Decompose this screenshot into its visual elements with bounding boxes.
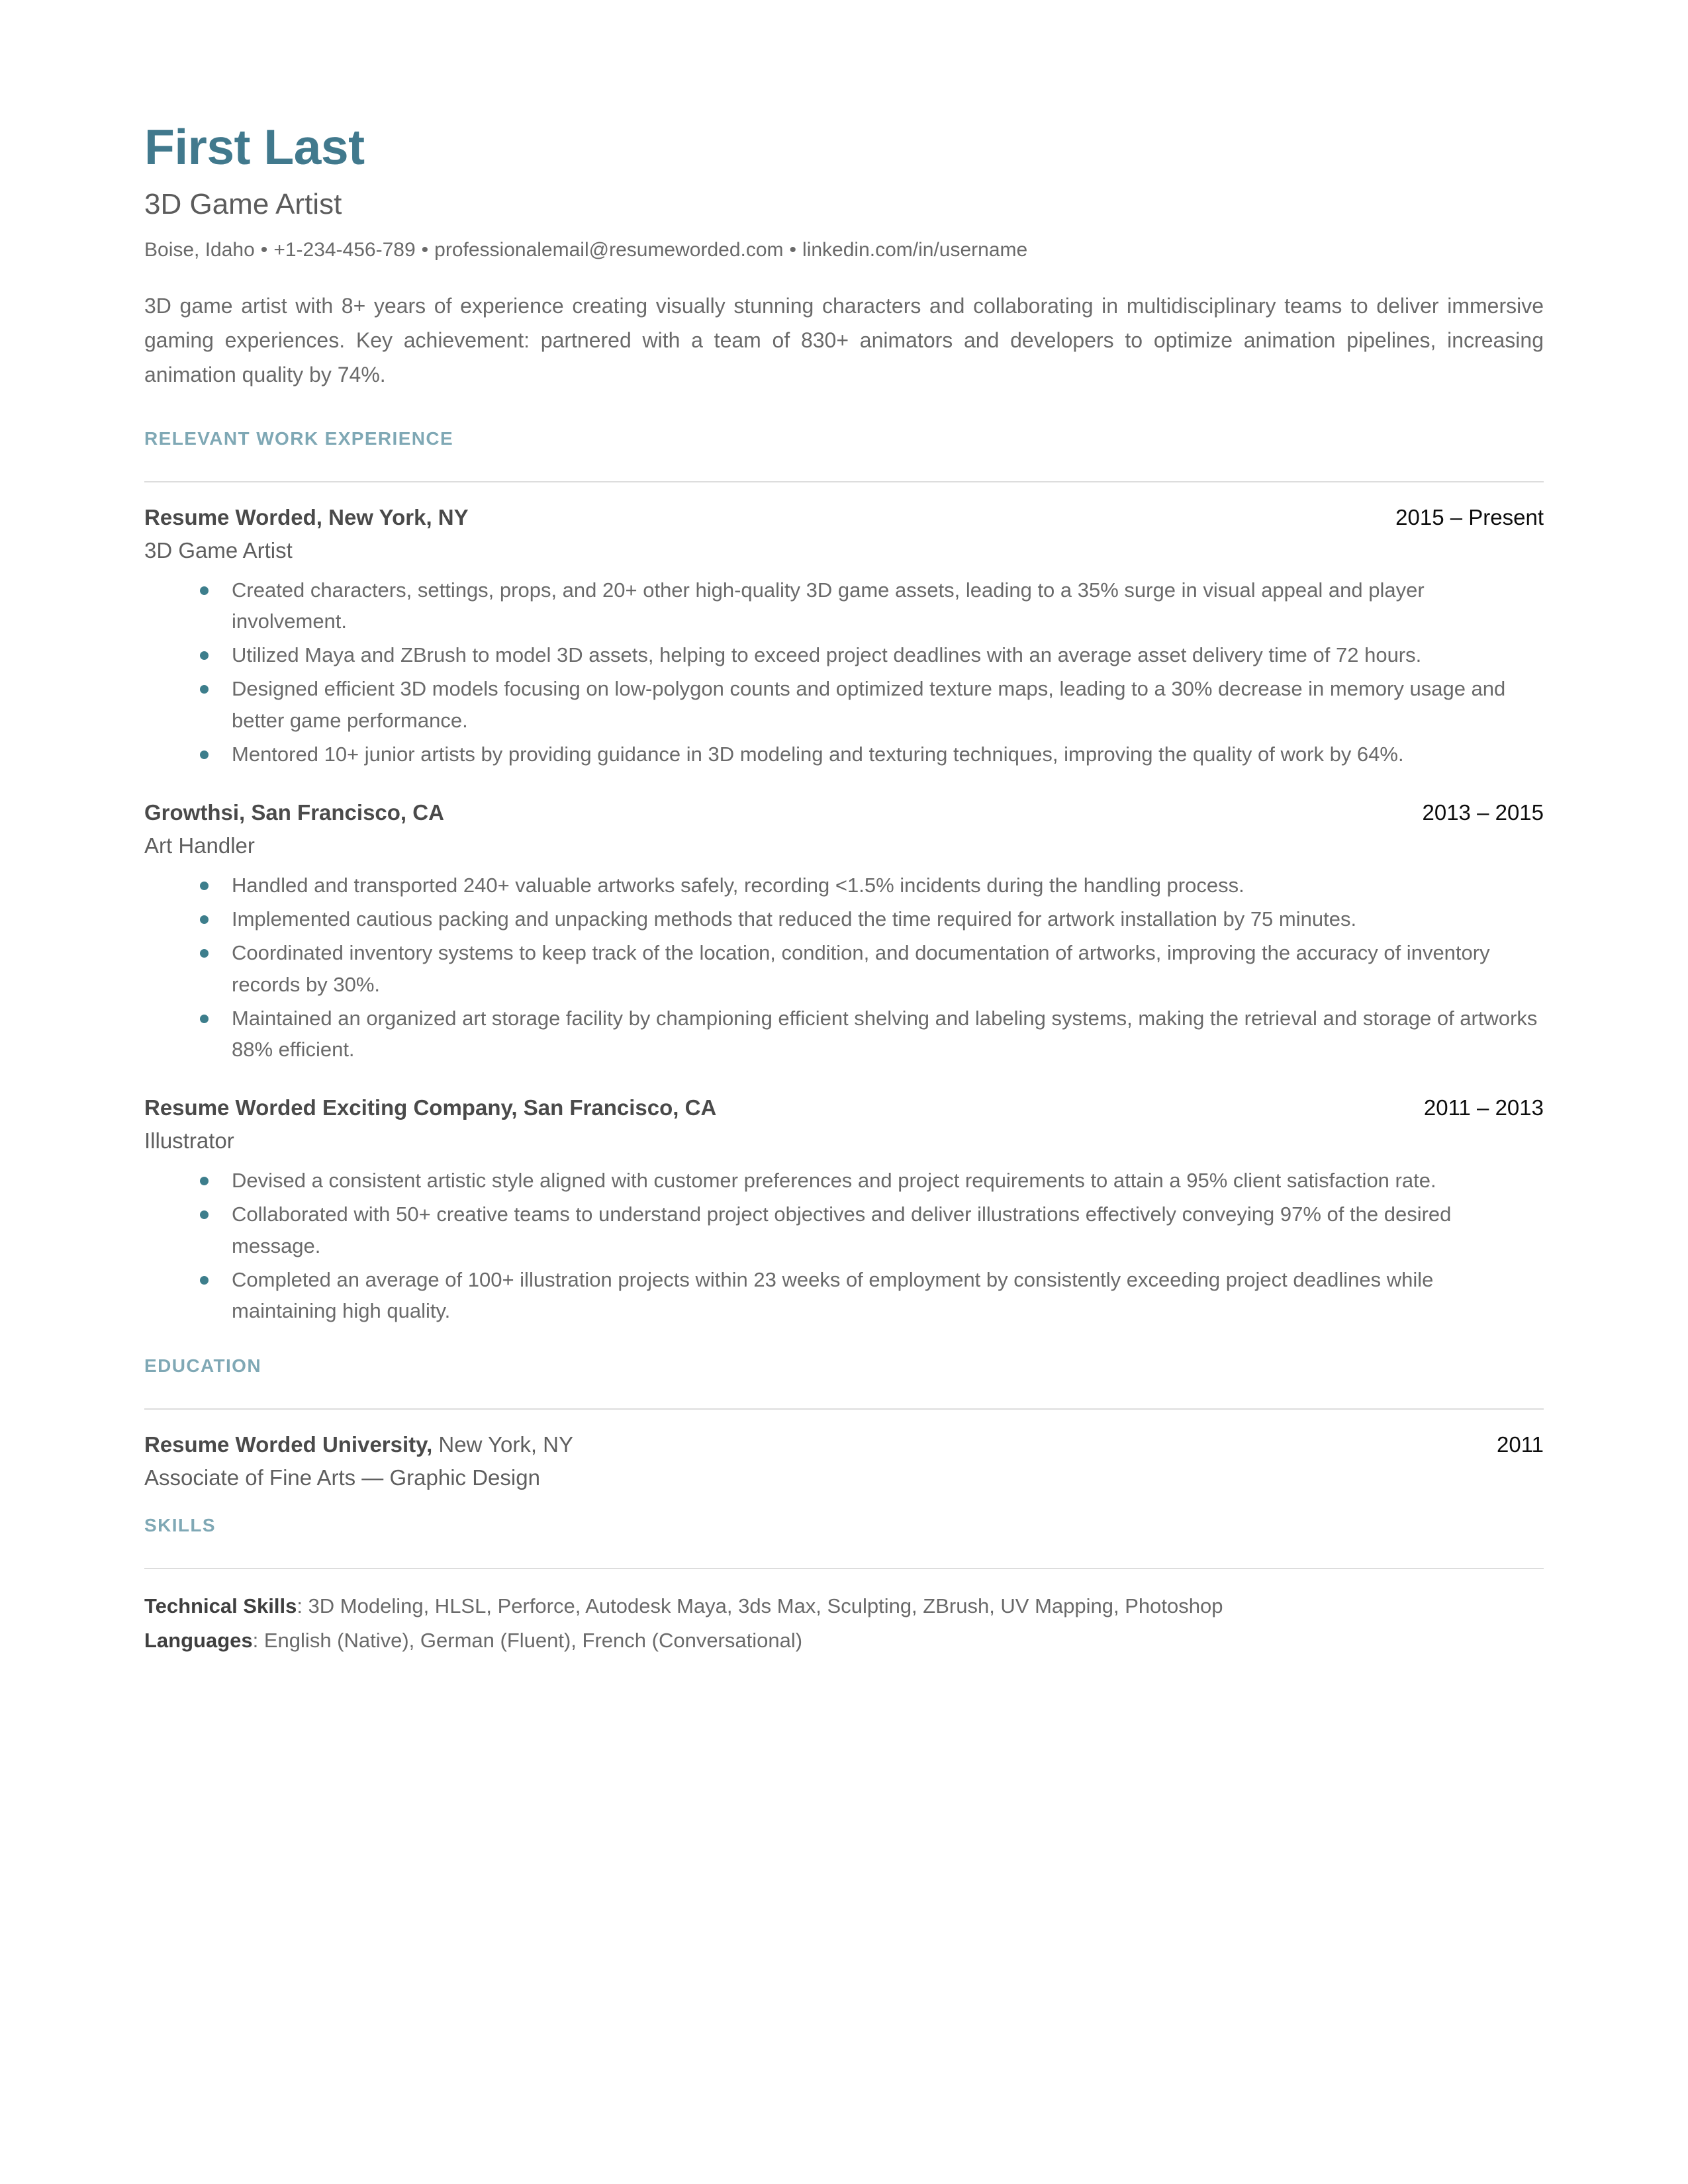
- experience-bullet-list: [144, 574, 1544, 770]
- skills-technical-value: : 3D Modeling, HLSL, Perforce, Autodesk Maya, 3ds Max, Sculpting, ZBrush, UV Mapping, Photoshop: [297, 1594, 1223, 1618]
- contact-location: Boise, Idaho: [144, 239, 255, 261]
- experience-organization: Resume Worded Exciting Company, San Francisco, CA: [144, 1095, 717, 1120]
- experience-dates: 2011 – 2013: [1423, 1095, 1544, 1120]
- education-school-location: New York, NY: [432, 1432, 574, 1457]
- education-school-name: Resume Worded University,: [144, 1432, 433, 1457]
- contact-separator-2: •: [421, 239, 429, 261]
- experience-entry-header: [144, 1094, 1544, 1122]
- contact-linkedin[interactable]: linkedin.com/in/username: [802, 239, 1028, 261]
- contact-separator-3: •: [789, 239, 797, 261]
- section-divider-experience: [144, 481, 1544, 482]
- bullet-item: Devised a consistent artistic style aligned with customer preferences and project requirements to attain a 95% client satisfaction rate.: [196, 1165, 1544, 1196]
- education-dates: 2011: [1497, 1432, 1544, 1457]
- bullet-item: Designed efficient 3D models focusing on low-polygon counts and optimized texture maps, leading to a 30% decrease in memory usage and better game performance.: [196, 673, 1544, 735]
- bullet-item: Completed an average of 100+ illustration projects within 23 weeks of employment by consistently exceeding project deadlines while maintaining high quality.: [196, 1264, 1544, 1326]
- education-entry: [144, 1431, 1544, 1492]
- experience-entry-header: [144, 504, 1544, 532]
- contact-separator-1: •: [260, 239, 268, 261]
- skills-languages-value: : English (Native), German (Fluent), French (Conversational): [252, 1629, 803, 1653]
- bullet-item: Utilized Maya and ZBrush to model 3D assets, helping to exceed project deadlines with an average asset delivery time of 72 hours.: [196, 639, 1544, 670]
- experience-bullet-list: [144, 1165, 1544, 1326]
- bullet-item: Mentored 10+ junior artists by providing guidance in 3D modeling and texturing techniques, improving the quality of work by 64%.: [196, 739, 1544, 770]
- experience-organization: Resume Worded, New York, NY: [144, 504, 469, 529]
- section-divider-education: [144, 1408, 1544, 1410]
- section-skills: [144, 1515, 1544, 1657]
- experience-dates: 2013 – 2015: [1422, 799, 1544, 825]
- education-school: [144, 1431, 573, 1459]
- bullet-item: Maintained an organized art storage facility by championing efficient shelving and labeling systems, making the retrieval and storage of artworks 88% efficient.: [196, 1003, 1544, 1065]
- experience-entry: [144, 1094, 1544, 1326]
- experience-entry-header: [144, 799, 1544, 827]
- resume-header: [144, 119, 1544, 392]
- experience-organization: Growthsi, San Francisco, CA: [144, 799, 444, 825]
- professional-summary: 3D game artist with 8+ years of experience creating visually stunning characters and collaborating in multidisciplinary teams to deliver immersive gaming experiences. Key achievement: partnered with a team of 830+ animators and developers to optimize animation pipelines, increasing animation quality by 74%.: [144, 294, 1544, 387]
- skills-languages-line: [144, 1625, 1544, 1657]
- section-heading-experience: RELEVANT WORK EXPERIENCE: [144, 428, 454, 449]
- education-degree: Associate of Fine Arts — Graphic Design: [144, 1465, 540, 1490]
- section-divider-skills: [144, 1568, 1544, 1569]
- experience-entry: [144, 799, 1544, 1065]
- contact-email[interactable]: professionalemail@resumeworded.com: [434, 239, 784, 261]
- experience-role: Illustrator: [144, 1128, 234, 1153]
- candidate-name: First Last: [144, 119, 365, 175]
- skills-technical-line: [144, 1590, 1544, 1622]
- bullet-item: Collaborated with 50+ creative teams to understand project objectives and deliver illustrations effectively conveying 97% of the desired message.: [196, 1199, 1544, 1261]
- experience-role: Art Handler: [144, 833, 255, 858]
- bullet-item: Created characters, settings, props, and 20+ other high-quality 3D game assets, leading to a 35% surge in visual appeal and player involvement.: [196, 574, 1544, 637]
- skills-technical-label: Technical Skills: [144, 1594, 297, 1618]
- bullet-item: Handled and transported 240+ valuable artworks safely, recording <1.5% incidents during the handling process.: [196, 870, 1544, 901]
- bullet-item: Coordinated inventory systems to keep track of the location, condition, and documentation of artworks, improving the accuracy of inventory records by 30%.: [196, 937, 1544, 999]
- candidate-role: 3D Game Artist: [144, 188, 342, 220]
- section-heading-education: EDUCATION: [144, 1355, 261, 1376]
- section-education: [144, 1355, 1544, 1492]
- experience-role: 3D Game Artist: [144, 537, 293, 563]
- contact-line: [144, 237, 1544, 263]
- experience-dates: 2015 – Present: [1395, 504, 1544, 529]
- experience-entry: [144, 504, 1544, 770]
- skills-languages-label: Languages: [144, 1629, 253, 1653]
- education-entry-header: [144, 1431, 1544, 1459]
- section-experience: [144, 428, 1544, 1326]
- contact-phone[interactable]: +1-234-456-789: [273, 239, 416, 261]
- section-heading-skills: SKILLS: [144, 1515, 216, 1536]
- experience-bullet-list: [144, 870, 1544, 1065]
- bullet-item: Implemented cautious packing and unpacking methods that reduced the time required for artwork installation by 75 minutes.: [196, 903, 1544, 934]
